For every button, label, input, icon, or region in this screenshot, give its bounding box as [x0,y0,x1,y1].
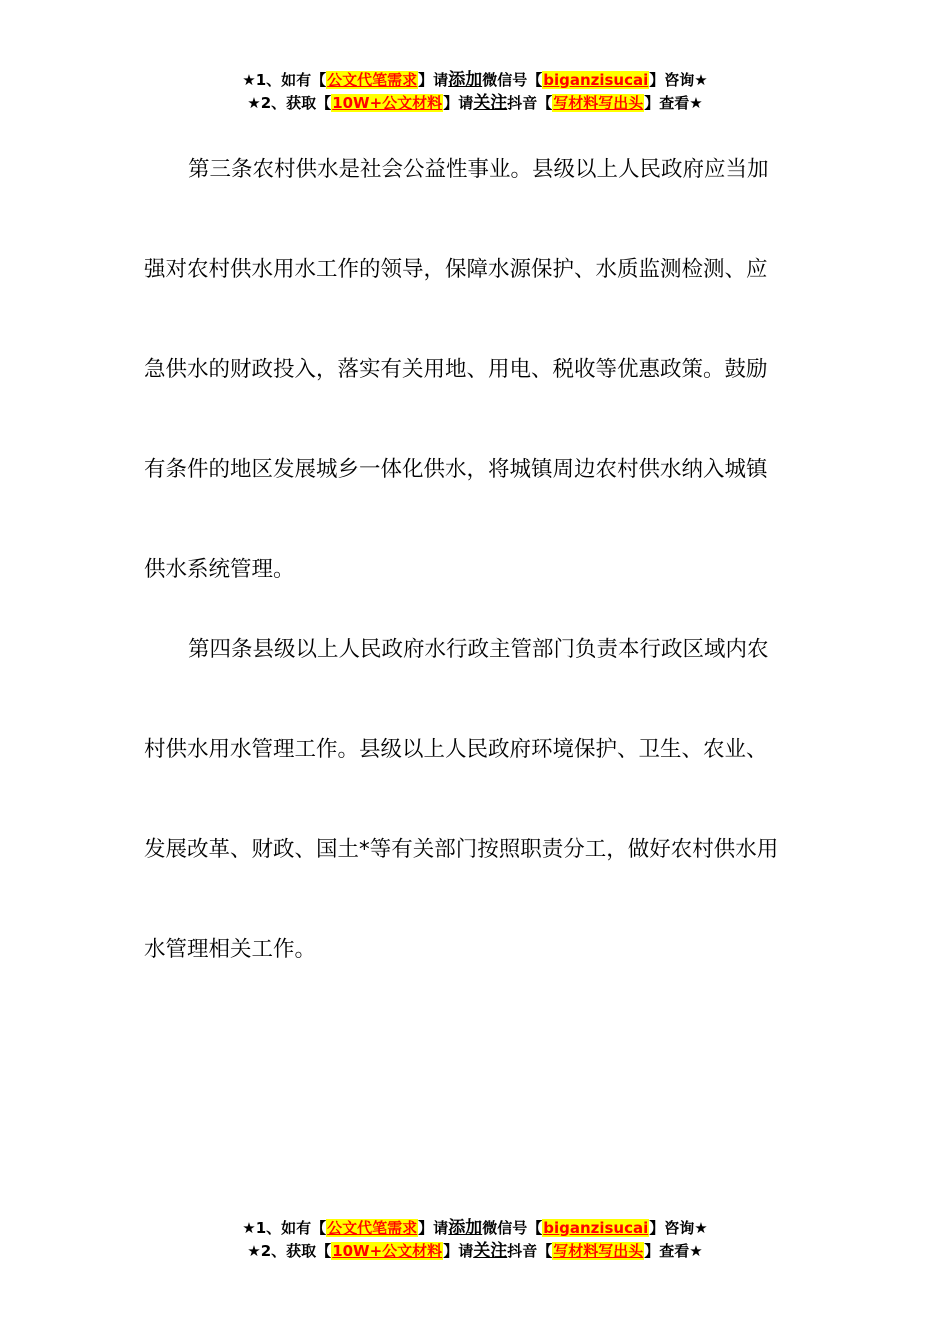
highlight-materials: 10W+公文材料 [332,94,443,112]
emphasis-text: 添加 [448,1218,483,1238]
paragraph-line: 水管理相关工作。 [144,937,317,962]
banner-text: 】请 [418,1219,449,1237]
banner-text: ★1、如有【 [242,71,327,89]
banner-text: 微信号【 [482,1219,543,1237]
paragraph-line: 村供水用水管理工作。县级以上人民政府环境保护、卫生、农业、 [144,737,768,762]
paragraph-line: 强对农村供水用水工作的领导，保障水源保护、水质监测检测、应 [144,257,768,282]
highlight-service: 公文代笔需求 [327,71,418,89]
footer-banner [0,1217,950,1263]
highlight-douyin-id: 写材料写出头 [553,94,644,112]
paragraph-line: 第三条农村供水是社会公益性事业。县级以上人民政府应当加 [188,157,769,182]
banner-text: 微信号【 [482,71,543,89]
banner-line-1 [0,1217,950,1240]
paragraph-article-4 [144,600,808,1000]
paragraph-line: 第四条县级以上人民政府水行政主管部门负责本行政区域内农 [188,637,769,662]
banner-line-2 [0,1240,950,1263]
banner-text: 】请 [443,1242,474,1260]
banner-text: ★2、获取【 [247,1242,332,1260]
banner-text: 】咨询★ [649,1219,708,1237]
banner-text: ★2、获取【 [247,94,332,112]
banner-text: 】查看★ [644,94,703,112]
emphasis-text: 添加 [448,70,483,90]
banner-text: 抖音【 [507,94,553,112]
emphasis-text: 关注 [473,93,508,113]
highlight-service: 公文代笔需求 [327,1219,418,1237]
banner-text: 】咨询★ [649,71,708,89]
banner-text: 】查看★ [644,1242,703,1260]
banner-line-2 [0,92,950,115]
header-banner [0,69,950,115]
banner-text: 】请 [443,94,474,112]
banner-text: 抖音【 [507,1242,553,1260]
banner-text: ★1、如有【 [242,1219,327,1237]
highlight-douyin-id: 写材料写出头 [553,1242,644,1260]
highlight-wechat-id: biganzisucai [543,1219,649,1237]
paragraph-line: 供水系统管理。 [144,557,295,582]
paragraph-line: 急供水的财政投入，落实有关用地、用电、税收等优惠政策。鼓励 [144,357,768,382]
highlight-materials: 10W+公文材料 [332,1242,443,1260]
paragraph-line: 有条件的地区发展城乡一体化供水，将城镇周边农村供水纳入城镇 [144,457,768,482]
highlight-wechat-id: biganzisucai [543,71,649,89]
document-body [144,120,808,1000]
paragraph-article-3 [144,120,808,620]
emphasis-text: 关注 [473,1241,508,1261]
banner-text: 】请 [418,71,449,89]
banner-line-1 [0,69,950,92]
paragraph-line: 发展改革、财政、国土*等有关部门按照职责分工，做好农村供水用 [144,837,779,862]
